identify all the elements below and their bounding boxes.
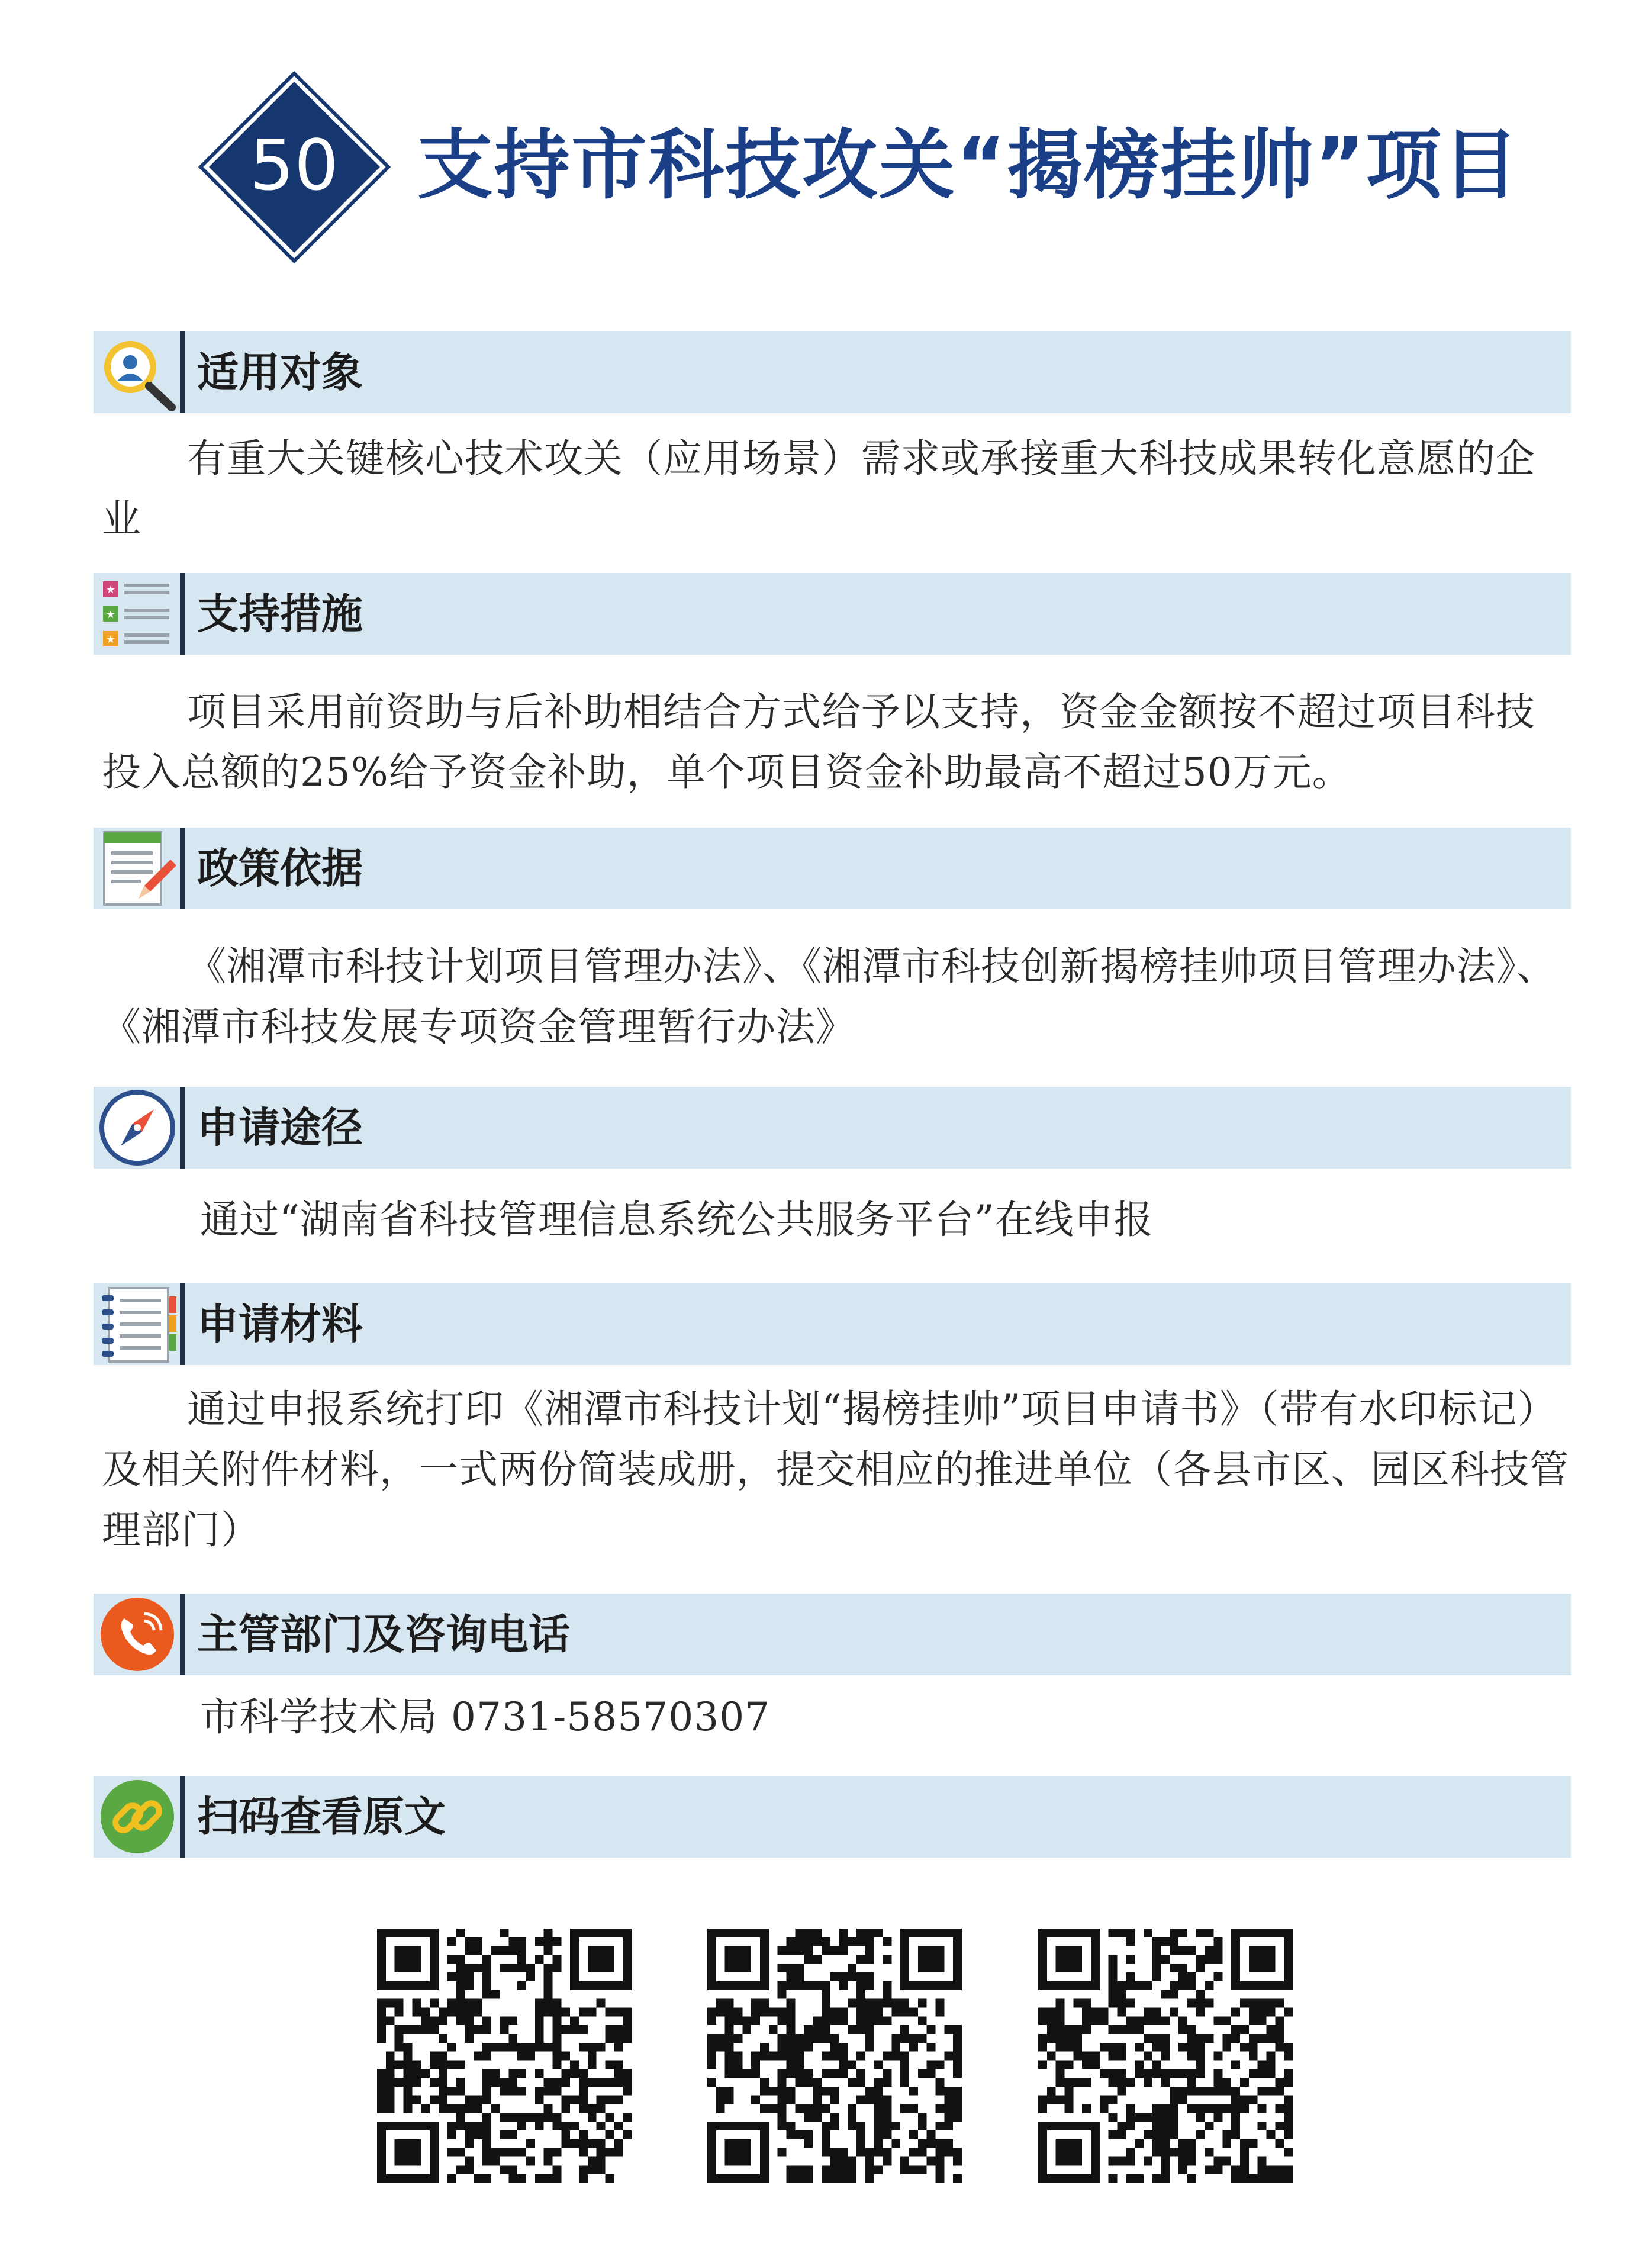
section-title: 申请途径: [197, 1103, 363, 1152]
section-header-scan: [94, 1776, 1571, 1858]
section-body-channel: 通过“湖南省科技管理信息系统公共服务平台”在线申报: [200, 1197, 1154, 1243]
section-divider: [180, 1594, 185, 1675]
diamond-badge-icon: [198, 71, 391, 263]
section-title: 适用对象: [197, 348, 363, 397]
section-divider: [180, 1776, 185, 1858]
qr-code-icon[interactable]: [707, 1929, 962, 2183]
section-divider: [180, 828, 185, 909]
checklist-icon: [96, 574, 179, 654]
section-header-measures: [94, 573, 1571, 655]
section-title: 政策依据: [197, 844, 363, 893]
section-header-applicable: [94, 331, 1571, 413]
phone-icon: [96, 1595, 179, 1674]
section-header-basis: [94, 828, 1571, 909]
section-title: 支持措施: [197, 590, 363, 638]
page-header: [0, 0, 1652, 296]
qr-code-icon[interactable]: [377, 1929, 632, 2183]
number-badge: [198, 71, 391, 263]
link-icon: [96, 1777, 179, 1856]
section-body-materials: 通过申报系统打印《湘潭市科技计划“揭榜挂帅”项目申请书》（带有水印标记）及相关附件材料，一式两份简装成册，提交相应的推进单位（各县市区、园区科技管理部门）: [102, 1386, 1569, 1553]
section-divider: [180, 1283, 185, 1365]
section-divider: [180, 573, 185, 655]
section-title: 主管部门及咨询电话: [197, 1610, 570, 1659]
compass-icon: [96, 1088, 179, 1167]
section-body-applicable: 有重大关键核心技术攻关（应用场景）需求或承接重大科技成果转化意愿的企业: [102, 436, 1535, 542]
section-title: 申请材料: [197, 1300, 363, 1348]
notebook-icon: [96, 1285, 179, 1364]
section-divider: [180, 1087, 185, 1169]
section-body-basis: 《湘潭市科技计划项目管理办法》、《湘潭市科技创新揭榜挂帅项目管理办法》、《湘潭市科技发展专项资金管理暂行办法》: [102, 944, 1556, 1050]
page-title: 支持市科技攻关“揭榜挂帅”项目: [417, 121, 1520, 210]
section-header-materials: [94, 1283, 1571, 1365]
qr-code-icon[interactable]: [1038, 1929, 1293, 2183]
document-pencil-icon: [96, 829, 179, 908]
svg-text:★: ★: [105, 584, 116, 596]
badge-number: 50: [249, 124, 339, 206]
qr-code-row: [0, 1929, 1652, 2183]
svg-text:★: ★: [105, 633, 116, 646]
section-header-contact: [94, 1594, 1571, 1675]
section-body-contact: 市科学技术局 0731-58570307: [200, 1694, 771, 1740]
section-header-channel: [94, 1087, 1571, 1169]
svg-text:★: ★: [105, 609, 116, 621]
magnifier-person-icon: [96, 333, 179, 412]
section-body-measures: 项目采用前资助与后补助相结合方式给予以支持，资金金额按不超过项目科技投入总额的25%给予资金补助，单个项目资金补助最高不超过50万元。: [102, 689, 1535, 795]
section-divider: [180, 331, 185, 413]
section-title: 扫码查看原文: [197, 1792, 446, 1841]
